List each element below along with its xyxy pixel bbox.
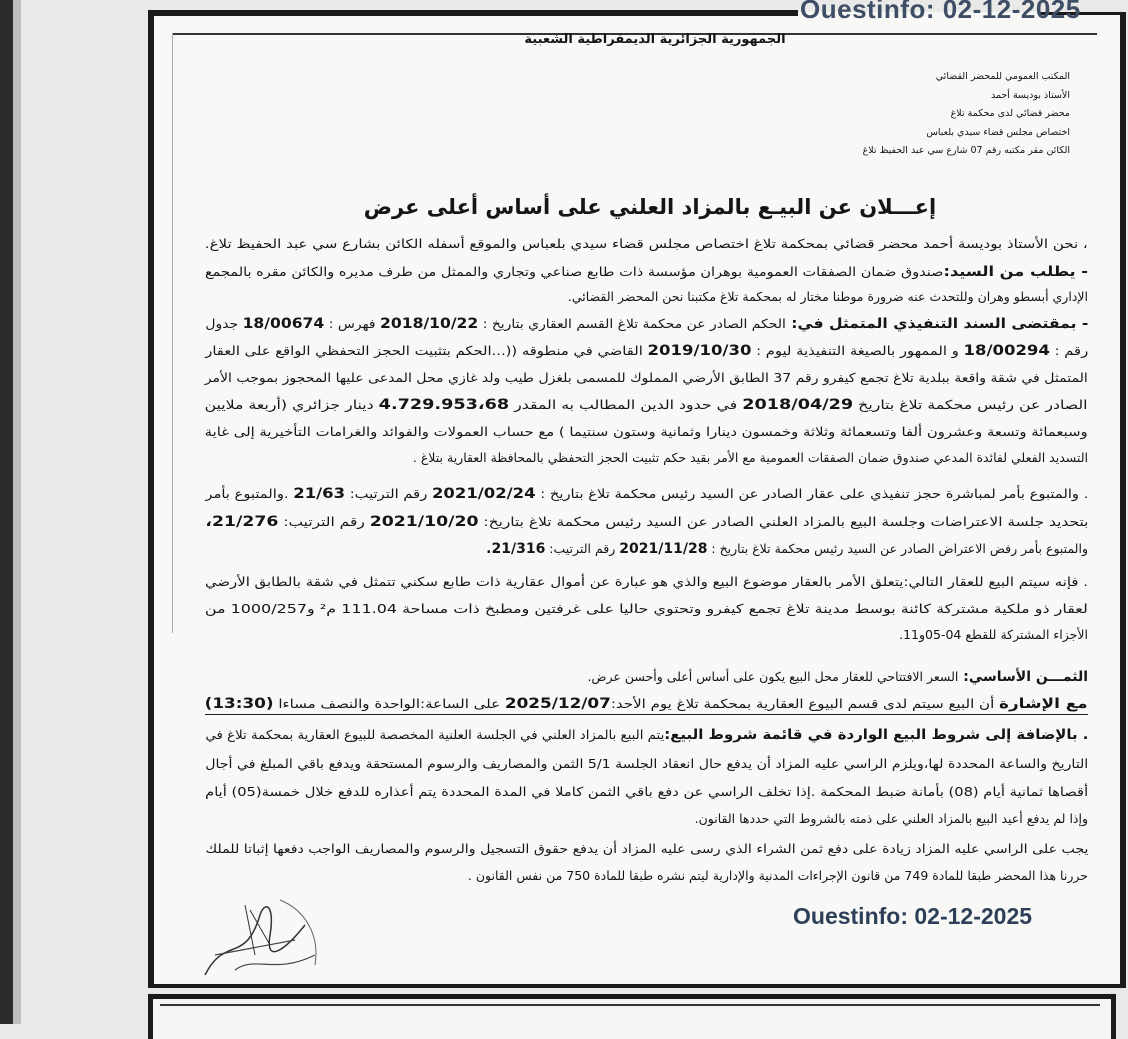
bold-text: 2025/12/07 xyxy=(505,696,612,712)
text: رقم : xyxy=(1049,343,1088,358)
text: الإداري أبسطو وهران وللتحدث عنه ضرورة موطنا مختار له بمحكمة تلاغ مكتبنا نحن المحضر القضائي. xyxy=(567,289,1088,304)
bold-text: (13:30) xyxy=(205,696,274,712)
text: المتمثل في شقة واقعة ببلدية تلاغ تجمع كيفرو رقم 37 الطابق الأرضي المملوك للمسمى بلغزل طيب ولد غازي محل المدعى عليها المحجوز بموجب الأمر xyxy=(205,370,1088,385)
body-line-text xyxy=(205,232,1088,256)
text: لعقار ذو ملكية مشتركة كائنة بوسط مدينة تلاغ تجمع كيفرو وتحتوي حاليا على غرفتين ومطبخ ذات مساحة 111.04 م² و1000/257 من xyxy=(205,601,1088,616)
body-line xyxy=(205,537,1088,561)
office-line: الأستاذ بوديسة أحمد xyxy=(990,89,1070,101)
body-line xyxy=(205,285,1088,309)
body-line-text xyxy=(205,692,1088,716)
body-line xyxy=(205,312,1088,336)
bold-text: 2018/10/22 xyxy=(379,316,478,332)
office-line: محضر قضائي لدى محكمة تلاغ xyxy=(950,108,1070,119)
bold-text: 21/276، xyxy=(205,514,279,530)
office-line: الكائن مقر مكتبه رقم 07 شارع سي عبد الحفيظ تلاغ xyxy=(862,145,1070,156)
bold-text: 2019/10/30 xyxy=(647,343,752,359)
frame-top-rule xyxy=(148,10,798,16)
text: ، نحن الأستاذ بوديسة أحمد محضر قضائي بمحكمة تلاغ اختصاص مجلس قضاء سيدي بلعباس والموقع أسفله الكائن بشارع سي عبد الحفيظ تلاغ. xyxy=(204,236,1088,251)
body-line-text xyxy=(205,723,1088,747)
bold-text: 2018/04/29 xyxy=(742,397,854,413)
text: أقصاها ثمانية أيام (08) بأمانة ضبط المحكمة .إذا تخلف الراسي عن دفع باقي الثمن كاملا في المدة المحددة يتم أعذاره للدفع خلال خمسة(05) أيام xyxy=(205,784,1088,799)
text: بتحديد جلسة الاعتراضات وجلسة البيع بالمزاد العلني الصادر عن السيد رئيس محكمة تلاغ بتاريخ: xyxy=(478,514,1088,529)
text: رقم الترتيب: xyxy=(278,514,370,529)
text: . والمتبوع بأمر لمباشرة حجز تنفيذي على عقار الصادر عن السيد رئيس محكمة تلاغ بتاريخ : xyxy=(535,486,1088,501)
body-line-text xyxy=(205,780,1088,804)
text: على الساعة:الواحدة والنصف مساءا xyxy=(273,696,506,711)
body-line xyxy=(205,482,1088,506)
bold-text: 2021/02/24 xyxy=(431,486,536,502)
text: فهرس : xyxy=(323,316,380,331)
text: في حدود الدين المطالب به المقدر xyxy=(509,397,743,412)
text: جدول xyxy=(205,316,243,331)
text: و الممهور بالصيغة التنفيذية ليوم : xyxy=(751,343,964,358)
body-line-text xyxy=(205,339,1088,363)
body-line xyxy=(205,339,1088,363)
text: التاريخ والساعة المحددة لها،ويلزم الراسي عليه المزاد أن يدفع حال انعقاد الجلسة 5/1 الثمن والمصاريف والرسوم المستحقة ويدفع باقي المبلغ في أجال xyxy=(205,756,1088,771)
body-line xyxy=(205,420,1088,444)
inner-rule-vertical xyxy=(172,33,173,633)
text: دينار جزائري (أربعة ملايين xyxy=(205,397,380,412)
text: .والمتبوع بأمر xyxy=(204,486,293,501)
body-line-text xyxy=(205,837,1088,861)
next-notice-frame xyxy=(148,994,1116,1039)
body-line-text xyxy=(205,420,1088,444)
body-line-text xyxy=(205,393,1088,417)
text: الأجزاء المشتركة للقطع 04-05و11. xyxy=(899,627,1088,642)
body-line xyxy=(205,510,1088,534)
text: الحكم الصادر عن محكمة تلاغ القسم العقاري بتاريخ : xyxy=(477,316,786,331)
text: رقم الترتيب: xyxy=(545,541,620,556)
text: القاضي في منطوقه ((...الحكم بتثبيت الحجز التحفظي الواقع على العقار xyxy=(205,343,648,358)
newspaper-stamp-top: Ouestinfo: 02-12-2025 xyxy=(800,0,1081,24)
body-line-text xyxy=(899,623,1088,647)
bold-text: 21/316. xyxy=(486,541,546,557)
next-notice-rule xyxy=(160,1004,1100,1006)
bold-text: مع الإشارة xyxy=(999,696,1088,712)
bold-text: 18/00674 xyxy=(242,316,324,332)
body-line xyxy=(205,446,1088,470)
office-line: اختصاص مجلس قضاء سيدي بلعباس xyxy=(926,126,1070,138)
bailiff-office-block xyxy=(810,68,1070,161)
text: صندوق ضمان الصفقات العمومية بوهران مؤسسة ذات طابع صناعي وتجاري والممثل من طرف مديره والكائن مقره بالمجمع xyxy=(205,264,944,279)
text: . فإنه سيتم البيع للعقار التالي:يتعلق الأمر بالعقار موضوع البيع والذي هو عبارة عن أموال عقارية ذات طابع سكني تتمثل في شقة بالطابق الأرضي xyxy=(204,574,1088,589)
bold-text: 18/00294 xyxy=(963,343,1050,359)
bold-text: 21/63 xyxy=(292,486,345,502)
body-line-text xyxy=(413,446,1088,470)
body-line-text xyxy=(205,260,1088,284)
office-line: المكتب العمومي للمحضر القضائي xyxy=(935,71,1070,82)
body-line xyxy=(205,232,1088,256)
body-line-text xyxy=(568,285,1088,309)
scan-edge-shadow xyxy=(13,0,21,1024)
text: أن البيع سيتم لدى قسم البيوع العقارية بمحكمة تلاغ يوم الأحد: xyxy=(611,696,1000,711)
body-line xyxy=(205,665,1088,689)
body-line xyxy=(205,723,1088,747)
body-line xyxy=(205,864,1088,888)
text: والمتبوع بأمر رفض الاعتراض الصادر عن السيد رئيس محكمة تلاغ بتاريخ : xyxy=(707,541,1088,556)
body-line-text xyxy=(695,807,1088,831)
scan-edge xyxy=(0,0,13,1024)
republic-header: الجمهورية الجزائرية الديمقراطية الشعبية xyxy=(524,32,786,47)
bold-text: 4.729.953،68 xyxy=(379,397,510,413)
body-line xyxy=(205,837,1088,861)
body-line-text xyxy=(205,510,1088,534)
newspaper-stamp-bottom: Ouestinfo: 02-12-2025 xyxy=(793,903,1033,929)
text: حررنا هذا المحضر طبقا للمادة 749 من قانون الإجراءات المدنية والإدارية ليتم نشره طبقا للمادة 750 من نفس القانون . xyxy=(467,868,1088,883)
text: التسديد الفعلي لفائدة المدعي صندوق ضمان الصفقات العمومية مع الأمر بقيد حكم تثبيت الحجز التحفظي بالمحافظة العقارية بتلاغ . xyxy=(412,450,1088,465)
body-line xyxy=(205,780,1088,804)
body-line xyxy=(205,393,1088,417)
body-line-text xyxy=(205,482,1088,506)
bold-text: - يطلب من السيد: xyxy=(943,264,1088,280)
body-line-text xyxy=(468,864,1088,888)
bold-text: 2021/10/20 xyxy=(369,514,479,530)
body-line xyxy=(205,260,1088,284)
text: الصادر عن رئيس محكمة تلاغ بتاريخ xyxy=(853,397,1088,412)
body-line xyxy=(205,366,1088,390)
body-line-text xyxy=(205,366,1088,390)
body-line xyxy=(205,623,1088,647)
bold-text: 2021/11/28 xyxy=(619,541,708,557)
text: وسبعمائة وتسعة وعشرون ألفا وتسعمائة وثلاثة وخمسون دينارا وثمانية وستون سنتيما ) مع حساب العمولات والفوائد والغرامات التأخيرية إلى غاية xyxy=(205,424,1088,439)
body-line-text xyxy=(205,312,1088,336)
body-line xyxy=(205,692,1088,715)
body-line-text xyxy=(205,752,1088,776)
text: يجب على الراسي عليه المزاد زيادة على دفع ثمن الشراء الذي رسى عليه المزاد أن يدفع حقوق التسجيل والرسوم والمصاريف الواجب دفعها إثباتا للملك xyxy=(205,841,1088,856)
body-line-text xyxy=(205,597,1088,621)
text: رقم الترتيب: xyxy=(344,486,432,501)
text: وإذا لم يدفع أعيد البيع بالمزاد العلني على ذمته بالشروط التي حددها القانون. xyxy=(694,811,1088,826)
signature-stamp xyxy=(185,895,325,985)
notice-title: إعـــلان عن البيـع بالمزاد العلني على أساس أعلى عرض xyxy=(363,195,937,219)
body-line-text xyxy=(205,570,1088,594)
body-line xyxy=(205,752,1088,776)
body-line xyxy=(205,570,1088,594)
bold-text: - بمقتضى السند التنفيذي المتمثل في: xyxy=(785,316,1088,332)
body-line-text xyxy=(587,665,1088,689)
body-line-text xyxy=(486,537,1088,561)
text: يتم البيع بالمزاد العلني في الجلسة العلنية المخصصة للبيوع العقارية بمحكمة تلاغ في xyxy=(205,727,664,742)
bold-text: الثمـــن الأساسي: xyxy=(958,669,1088,685)
bold-text: . بالإضافة إلى شروط البيع الواردة في قائمة شروط البيع: xyxy=(663,727,1088,743)
body-line xyxy=(205,807,1088,831)
text: السعر الافتتاحي للعقار محل البيع يكون على أساس أعلى وأحسن عرض. xyxy=(587,669,959,684)
body-line xyxy=(205,597,1088,621)
